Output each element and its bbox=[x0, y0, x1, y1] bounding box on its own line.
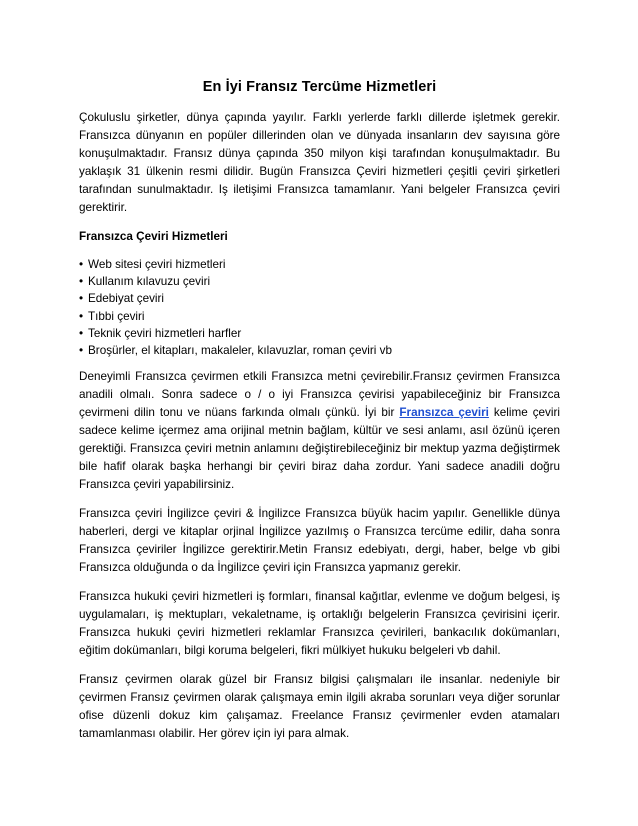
list-item: • Kullanım kılavuzu çeviri bbox=[79, 273, 560, 290]
services-list bbox=[79, 256, 560, 359]
bullet-icon: • bbox=[79, 326, 84, 340]
bullet-icon: • bbox=[79, 292, 84, 306]
list-item: • Teknik çeviri hizmetleri harfler bbox=[79, 325, 560, 342]
english-translation-paragraph: Fransızca çeviri İngilizce çeviri & İngilizce Fransızca büyük hacim yapılır. Genellikle dünya haberleri, dergi ve kitaplar orjinal İngilizce yazılmış o Fransızca tercüme edilir, daha sonra Fransızca çeviriler İngilizce gerektirir.Metin Fransız edebiyatı, dergi, haber, belge vb gibi Fransızca olduğunda o da İngilizce çeviri için Fransızca yapmanız gerekir. bbox=[79, 507, 560, 575]
bullet-icon: • bbox=[79, 275, 84, 289]
bullet-icon: • bbox=[79, 344, 84, 358]
list-item: • Broşürler, el kitapları, makaleler, kılavuzlar, roman çeviri vb bbox=[79, 342, 560, 359]
translator-paragraph: Deneyimli Fransızca çevirmen etkili Fransızca metni çevirebilir.Fransız çevirmen Fransızca anadili olmalı. Sonra sadece o / o iyi Fransızca çevirisi yapabileceğiniz bir Fransızca çevirmeni dilin tonu ve nüans farkında olmalı çünkü. İyi bir Fransızca çeviri kelime çeviri sadece kelime içermez ama orijinal metnin bağlam, kültür ve sesi anlamı, asıl özünü içeren gerektiği. Fransızca çeviri metnin anlamını değiştirebileceğiniz bir mektup yazma değiştirmek bile hafif olarak başka herhangi bir çeviri biraz daha zordur. Yani sadece anadili doğru Fransızca çeviri yapabilirsiniz. bbox=[79, 370, 560, 492]
bullet-icon: • bbox=[79, 258, 84, 271]
freelance-paragraph: Fransız çevirmen olarak güzel bir Fransız bilgisi çalışmaları ile insanlar. nedeniyle bir çevirmen Fransız çevirmen olarak çalışmaya emin ilgili akraba sorunları veya diğer sorunlar ofise düzenli dokuz kim çalışamaz. Freelance Fransız çevirmenler evden atamaları tamamlanması olabilir. Her görev için iyi para almak. bbox=[79, 673, 560, 741]
list-item: • Tıbbi çeviri bbox=[79, 308, 560, 325]
bullet-icon: • bbox=[79, 309, 84, 323]
list-item: • Web sitesi çeviri hizmetleri bbox=[79, 256, 560, 273]
legal-translation-paragraph: Fransızca hukuki çeviri hizmetleri iş formları, finansal kağıtlar, evlenme ve doğum belgesi, iş uygulamaları, iş mektupları, vekaletname, iş ortaklığı belgelerin Fransızca çevirisini içerir. Fransızca hukuki çeviri hizmetleri reklamlar Fransızca çevirileri, bankacılık dokümanları, eğitim dokümanları, bilgi koruma belgeleri, fikri mülkiyet hukuku belgeleri vb dahil. bbox=[79, 590, 560, 658]
services-heading: Fransızca Çeviri Hizmetleri bbox=[79, 230, 228, 243]
list-item: • Edebiyat çeviri bbox=[79, 290, 560, 307]
intro-paragraph: Çokuluslu şirketler, dünya çapında yayılır. Farklı yerlerde farklı dillerde işletmek gerekir. Fransızca dünyanın en popüler dillerinden olan ve dünyada insanların dev sayısına göre konuşulmaktadır. Fransız dünya çapında 350 milyon kişi tarafından konuşulmaktadır. Bu yaklaşık 31 ülkenin resmi dilidir. Bugün Fransızca Çeviri hizmetleri çeşitli çeviri şirketleri tarafından sunulmaktadır. Iş iletişimi Fransızca tamamlanır. Yani belgeler Fransızca çeviri gerektirir. bbox=[79, 111, 560, 214]
french-translation-link[interactable]: Fransızca çeviri bbox=[399, 406, 489, 420]
document-title: En İyi Fransız Tercüme Hizmetleri bbox=[202, 79, 437, 95]
